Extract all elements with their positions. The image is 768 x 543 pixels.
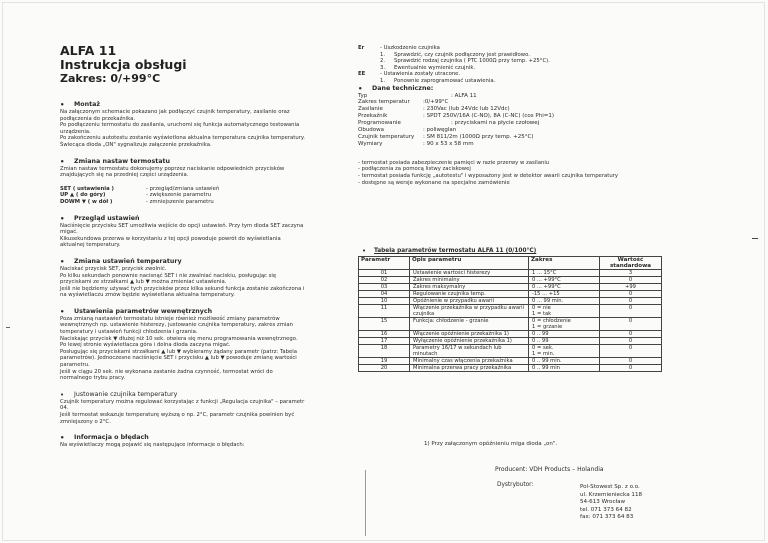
distributor-address <box>580 484 642 522</box>
step-number: 3. <box>380 64 386 71</box>
scan-mark <box>6 327 10 328</box>
table-row <box>359 331 662 338</box>
step-text: Ewentualnie wymienić czujnik. <box>394 64 476 71</box>
spec-value: : poliwęglan <box>423 127 457 134</box>
column-header: Opis parametru <box>410 257 529 270</box>
param-desc-cell: Parametry 16/17 w sekundach lub minutach <box>410 345 529 358</box>
param-range-cell: 0 .. 99 <box>529 331 600 338</box>
param-range-cell: 0 ... +99°C <box>529 277 600 284</box>
key-row <box>60 199 330 206</box>
param-code-cell: 11 <box>359 305 410 318</box>
text-line: Po kilku sekundach ponownie nacisnąć SET i nie zwalniać naciskiu, posługując się <box>60 272 277 279</box>
producer-label: Producent: VDH Products – Holandia <box>495 466 604 473</box>
text-line: urządzenia. <box>60 128 91 135</box>
param-desc-cell: Zakres minimalny <box>410 277 529 284</box>
table-row <box>359 284 662 291</box>
text-line: migać. <box>60 229 78 236</box>
right-column <box>358 45 728 186</box>
spec-row <box>358 106 728 113</box>
table-title: Tabela parametrów termostatu ALFA 11 (0/100°C) <box>374 248 537 254</box>
column-header: Wartość standardowa <box>600 257 662 270</box>
text-line: wewnętrznych np. ustawienie histerezy, justowanie czujnika temperatury, zakres zmian <box>60 322 293 329</box>
param-range-cell: 0 .. 99 <box>529 338 600 345</box>
param-range-cell: -15 ... +15 <box>529 291 600 298</box>
text-line: znajdujących się na przedniej części urządzenia. <box>60 172 189 179</box>
text-line: aktualnej temperatury. <box>60 242 121 249</box>
param-default-cell: 0 <box>600 291 662 298</box>
error-row <box>358 45 728 52</box>
param-desc-cell: Minimalny czas włączenia przekaźnika <box>410 358 529 365</box>
text-line: parametru. <box>60 362 90 369</box>
address-line: Pol-Stowest Sp. z o.o. <box>580 484 640 490</box>
spec-value: :0/+99°C <box>423 99 449 106</box>
text-line: temperatury i ustawień funkcji chłodzenia i grzania. <box>60 329 198 336</box>
param-desc-cell: Funkcja: chłodzenie - grzanie <box>410 318 529 331</box>
text-line: Jeśli termostat wskazuje temperaturę wyższą o np. 2°C, parametr czujnika powinien być <box>60 412 295 418</box>
feature-item: - dostępne są wersje wykonane na specjalne zamówienie <box>358 179 510 186</box>
key-row <box>60 192 330 199</box>
param-range-cell: 0 .. 99 min <box>529 365 600 372</box>
key-desc: - przegląd/zmiana ustawień <box>146 185 220 192</box>
text-line: przyciskami ze strzałkami ▲ lub ▼ można zmieniać ustawienia. <box>60 279 227 286</box>
error-code: EE <box>358 71 366 78</box>
key-desc: - zwiększenie parametru <box>146 192 212 199</box>
scan-mark <box>752 238 758 239</box>
feature-list <box>358 160 728 186</box>
param-code-cell: 04 <box>359 291 410 298</box>
text-line: parametrów). Jednoczesne naciśnięcie SET i przycisku ▲ lub ▼ powoduje zmianę wartości <box>60 355 297 362</box>
address-line: 54-613 Wrocław <box>580 499 626 505</box>
text-line: Naciskać przycisk SET, przycisk zwolnić. <box>60 265 167 272</box>
step-number: 1. <box>380 51 386 58</box>
table-row <box>359 277 662 284</box>
spec-key: Typ <box>358 92 368 99</box>
spec-key: Zasilanie <box>358 106 383 113</box>
param-default-cell: 0 <box>600 298 662 305</box>
param-default-cell: 0 <box>600 305 662 318</box>
error-desc: - Ustawienia zostały utracone. <box>380 71 461 78</box>
spec-value: : 90 x 53 x 58 mm <box>423 140 474 147</box>
param-desc-cell: Włączenie opóźnienie przekaźnika 1) <box>410 331 529 338</box>
feature-item: - termostat posiada zabezpieczenie pamięci w razie przerwy w zasilaniu <box>358 159 550 166</box>
param-default-cell: +99 <box>600 284 662 291</box>
key-name: DOWM ▼ ( w dół ) <box>60 198 113 205</box>
column-header: Parametr <box>359 257 410 270</box>
distributor-label: Dystrybutor: <box>497 482 534 488</box>
text-line: 04. <box>60 405 69 412</box>
param-default-cell: 0 <box>600 345 662 358</box>
spec-row <box>358 141 728 148</box>
param-default-cell: 0 <box>600 277 662 284</box>
spec-key: Obudowa <box>358 127 385 134</box>
key-desc: - zmniejszenie parametru <box>146 198 214 205</box>
text-line: Kikusekundowa przerwa w korzystaniu z tej opcji powoduje powrót do wyświetlania <box>60 235 281 242</box>
text-line: Czujnik temperatury można regulować korzystając z funkcji „Regulacja czujnika" – parametr <box>60 398 305 405</box>
parameter-table <box>358 256 662 372</box>
param-code-cell: 02 <box>359 277 410 284</box>
section-title-zmiana: • Zmiana nastaw termostatu <box>60 158 330 166</box>
param-default-cell: 0 <box>600 365 662 372</box>
step-text: Sprawdzić, czy czujnik podłączony jest prawidłowo. <box>394 51 530 58</box>
spec-row <box>358 127 728 134</box>
spec-key: Wymiary <box>358 140 383 147</box>
text-line: Świecąca dioda „ON" sygnalizuje załączenie przekaźnika. <box>60 141 212 148</box>
param-code-cell: 16 <box>359 331 410 338</box>
param-range-cell: 0 .. 99 min. <box>529 358 600 365</box>
text-line: podłączenia do przekaźnika. <box>60 115 136 122</box>
text-line: Na wyświetlaczy mogą pojawić się następujące informacje o błędach: <box>60 442 245 449</box>
param-code-cell: 19 <box>359 358 410 365</box>
text-line: Naciśnięcie przycisku SET umożliwia wejście do opcji ustawień. Przy tym dioda SET zaczyna <box>60 222 304 229</box>
param-range-cell: 0 ... 99 min. <box>529 298 600 305</box>
step-text: Ponownie zaprogramować ustawienia. <box>394 77 496 84</box>
document-subtitle: Instrukcja obsługi <box>60 57 187 72</box>
table-row <box>359 358 662 365</box>
spec-key: Programowanie <box>358 120 401 127</box>
key-name: SET ( ustawienia ) <box>60 185 114 192</box>
section-title-montaz: • Montaż <box>60 101 330 109</box>
spec-value: : SM 811/2m (1000Ω przy temp. +25°C) <box>423 134 534 140</box>
table-row <box>359 318 662 331</box>
spec-value: : przyciskami na płycie czołowej <box>451 120 540 127</box>
table-footnote: 1) Przy załączonym opóźnieniu miga dioda „on". <box>424 441 558 447</box>
text-line: Po lewej stronie wyświetlacza góra i dolna dioda zaczyna migać. <box>60 342 231 349</box>
section-title-dane: • Dane techniczne: <box>358 85 728 93</box>
param-desc-cell: Minimalna przerwa pracy przekaźnika <box>410 365 529 372</box>
section-title-wewnetrzne: • Ustawienia parametrów wewnętrznych <box>60 308 330 316</box>
table-row <box>359 270 662 277</box>
param-desc-cell: Regulowanie czujnika temp. <box>410 291 529 298</box>
text-line: Jeśli w ciągu 20 sek. nie wykonana zastanie żadna czynność, termostat wróci do <box>60 368 273 375</box>
feature-item: - podłączenia za pomocą listwy zaciskowej <box>358 166 471 173</box>
text-line: Na załączonym schemacie pokazano jak podłączyć czujnik temperatury, zasilanie oraz <box>60 109 290 115</box>
param-desc-cell: Wyłączenie opóźnienie przekaźnika 1) <box>410 338 529 345</box>
text-line: na wyświetlaczu zmów będzie wyświetlana aktualna temperatury. <box>60 292 235 299</box>
blank-area <box>365 470 474 536</box>
section-title-zmiana-temp: • Zmiana ustawień temperatury <box>60 258 330 266</box>
param-desc-cell: Zakres maksymalny <box>410 284 529 291</box>
param-code-cell: 20 <box>359 365 410 372</box>
table-row <box>359 365 662 372</box>
error-row <box>358 71 728 78</box>
error-step <box>358 78 728 85</box>
spec-value: : SPDT 250V/16A (C-NO), 8A (C-NC) (cos Phi=1) <box>423 113 554 120</box>
address-line: tel. 071 373 64 82 <box>580 506 632 513</box>
text-line: Po podłączeniu termostatu do zasilania, uruchomi się funkcja automatycznego testowania <box>60 122 300 129</box>
section-body-montaz <box>60 109 330 149</box>
spec-row <box>358 113 728 120</box>
spec-row <box>358 120 728 127</box>
text-line: Posługując się przyciskami strzałkami ▲ lub ▼ wybieramy żądany parametr (patrz: Tabela <box>60 348 297 355</box>
section-title-bledy: • Informacja o błędach <box>60 434 330 442</box>
column-header: Zakres <box>529 257 600 270</box>
section-title-przeglad: • Przegląd ustawień <box>60 215 330 223</box>
error-desc: - Uszkodzenie czujnika <box>380 45 440 51</box>
section-title-justowanie: • Justowanie czujnika temperatury <box>60 391 330 399</box>
table-header-row <box>359 257 662 270</box>
step-number: 1. <box>380 77 386 84</box>
table-row <box>359 338 662 345</box>
spec-key: Przekaźnik <box>358 113 388 120</box>
feature-item: - termostat posiada funkcję „autotestu" i wyposażony jest w detektor awarii czujnika temperatury <box>358 173 618 179</box>
bullet-icon: • <box>362 247 367 255</box>
table-row <box>359 298 662 305</box>
table-row <box>359 291 662 298</box>
spec-row <box>358 134 728 141</box>
step-text: Sprawdzić rodzaj czujnika ( PTC 1000Ω przy temp. +25°C). <box>394 58 550 65</box>
param-default-cell: 3 <box>600 270 662 277</box>
param-code-cell: 01 <box>359 270 410 277</box>
param-code-cell: 17 <box>359 338 410 345</box>
param-range-cell: 0 = chłodzenie 1 = grzanie <box>529 318 600 331</box>
table-body <box>359 270 662 372</box>
param-default-cell: 0 <box>600 338 662 345</box>
step-number: 2. <box>380 58 386 65</box>
spec-row <box>358 93 728 100</box>
text-line: Naciskając przycisk ▼ dłużej niż 10 sek. otwiera się menu programowania wewnętrznego. <box>60 335 298 342</box>
error-step <box>358 65 728 72</box>
text-line: Poza zmianą nastawień termostatu istnieje również możliwość zmiany parametrów <box>60 315 280 322</box>
param-desc-cell: Włączenie przekaźnika w przypadku awarii czujnika <box>410 305 529 318</box>
spec-key: Czujnik temperatury <box>358 134 415 140</box>
param-code-cell: 18 <box>359 345 410 358</box>
error-step <box>358 58 728 65</box>
table-row <box>359 345 662 358</box>
spec-value: : ALFA 11 <box>451 92 477 99</box>
text-line: Jeśli nie będziemy używać tych przycisków przez kilka sekund funkcja zostanie zakończona i <box>60 285 305 292</box>
spec-row <box>358 99 728 106</box>
param-code-cell: 03 <box>359 284 410 291</box>
left-column <box>60 44 330 449</box>
param-default-cell: 0 <box>600 331 662 338</box>
table-row <box>359 305 662 318</box>
param-range-cell: 1 ... 15°C <box>529 270 600 277</box>
param-code-cell: 15 <box>359 318 410 331</box>
param-default-cell: 0 <box>600 318 662 331</box>
param-default-cell: 0 <box>600 358 662 365</box>
spec-value: : 230Vac (lub 24Vdc lub 12Vdc) <box>423 106 510 113</box>
param-range-cell: 0 ... +99°C <box>529 284 600 291</box>
key-name: UP ▲ ( do góry) <box>60 192 106 199</box>
spec-key: Zakres temperatur <box>358 99 410 106</box>
address-line: fax: 071 373 64 83 <box>580 514 634 520</box>
text-line: Zmian nastaw termostatu dokonujemy poprzez naciskanie odpowiednich przycisków <box>60 165 285 172</box>
param-range-cell: 0 = sek. 1 = min. <box>529 345 600 358</box>
param-code-cell: 10 <box>359 298 410 305</box>
text-line: Po zakończeniu autotestu zostanie wyświetlona aktualna temperatura czujnika temperatury. <box>60 135 305 142</box>
document-title: ALFA 11 <box>60 43 117 58</box>
range-heading: Zakres: 0/+99°C <box>60 72 161 85</box>
param-desc-cell: Opóźnienie w przypadku awarii <box>410 298 529 305</box>
param-desc-cell: Ustawienie wartości histerezy <box>410 270 529 277</box>
spec-list <box>358 93 728 148</box>
param-range-cell: 0 = nie 1 = tak <box>529 305 600 318</box>
address-line: ul. Krzemieniecka 118 <box>580 491 643 498</box>
text-line: normalnego trybu pracy. <box>60 375 126 382</box>
error-code: Er <box>358 45 365 51</box>
text-line: zmniejszony o 2°C. <box>60 418 111 425</box>
